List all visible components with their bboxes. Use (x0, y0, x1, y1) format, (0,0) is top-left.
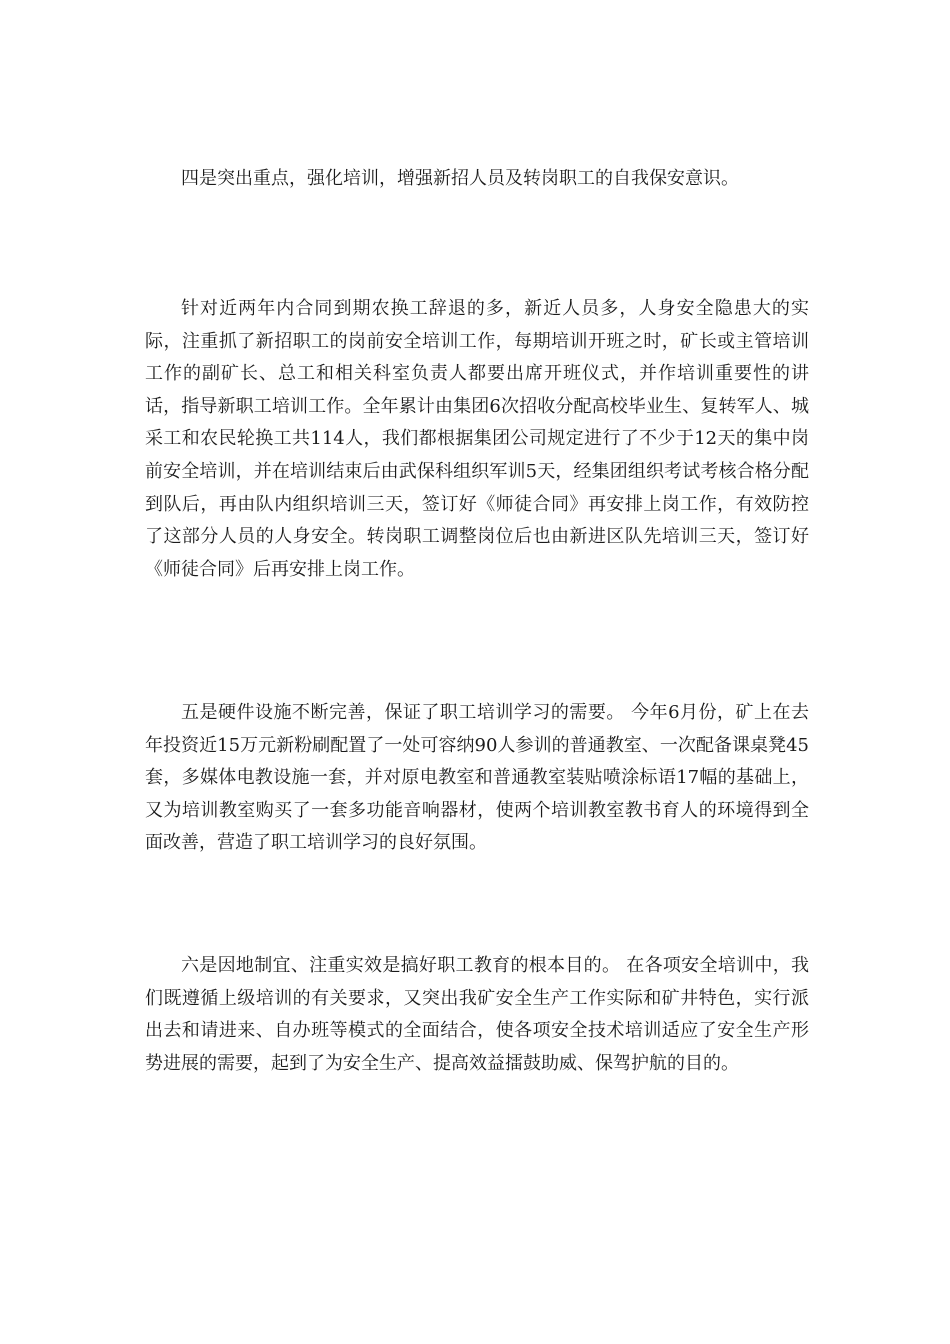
paragraph-training-focus: 四是突出重点，强化培训，增强新招人员及转岗职工的自我保安意识。 (181, 168, 739, 189)
paragraph-new-staff-training: 针对近两年内合同到期农换工辞退的多，新近人员多，人身安全隐患大的实际，注重抓了新招职工的岗前安全培训工作，每期培训开班之时，矿长或主管培训工作的副矿长、总工和相关科室负责人都要出席开班仪式，并作培训重要性的讲话，指导新职工培训工作。全年累计由集团6次招收分配高校毕业生、复转军人、城采工和农民轮换工共114人，我们都根据集团公司规定进行了不少于12天的集中岗前安全培训，并在培训结束后由武保科组织军训5天，经集团组织考试考核合格分配到队后，再由队内组织培训三天，签订好《师徒合同》再安排上岗工作，有效防控了这部分人员的人身安全。转岗职工调整岗位后也由新进区队先培训三天，签订好《师徒合同》后再安排上岗工作。 (145, 298, 809, 580)
paragraph-practical-results: 六是因地制宜、注重实效是搞好职工教育的根本目的。 在各项安全培训中，我们既遵循上级培训的有关要求，又突出我矿安全生产工作实际和矿井特色，实行派出去和请进来、自办班等模式的全面结合，使各项安全技术培训适应了安全生产形势进展的需要，起到了为安全生产、提高效益擂鼓助威、保驾护航的目的。 (145, 955, 809, 1074)
paragraph-hardware-facilities: 五是硬件设施不断完善，保证了职工培训学习的需要。 今年6月份，矿上在去年投资近15万元新粉刷配置了一处可容纳90人参训的普通教室、一次配备课桌凳45套，多媒体电教设施一套，并对原电教室和普通教室装贴喷涂标语17幅的基础上，又为培训教室购买了一套多功能音响器材，使两个培训教室教书育人的环境得到全面改善，营造了职工培训学习的良好氛围。 (145, 702, 809, 854)
